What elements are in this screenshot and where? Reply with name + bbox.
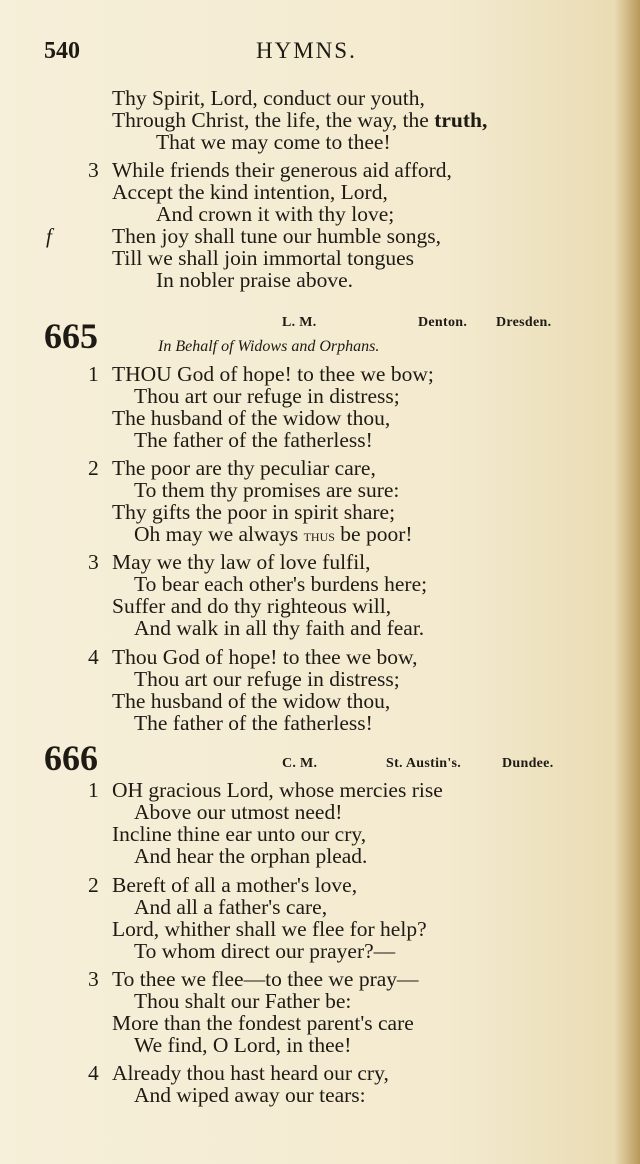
verse-line: Already thou hast heard our cry, (112, 1061, 389, 1085)
hymn-meter: C. M. (282, 756, 318, 771)
verse-line: To them thy promises are sure: (134, 478, 400, 502)
verse-line: The father of the fatherless! (134, 428, 373, 452)
hymn-meter: L. M. (282, 315, 317, 330)
stanza-number: 1 (88, 362, 99, 386)
verse-line: More than the fondest parent's care (112, 1011, 414, 1035)
verse-line: While friends their generous aid afford, (112, 158, 452, 182)
stanza-number: 4 (88, 1061, 99, 1085)
stanza-number: 1 (88, 778, 99, 802)
verse-line: To whom direct our prayer?— (134, 939, 396, 963)
verse-line: Thy Spirit, Lord, conduct our youth, (112, 86, 425, 110)
verse-line: The husband of the widow thou, (112, 406, 391, 430)
verse-line: We find, O Lord, in thee! (134, 1033, 352, 1057)
verse-line: Till we shall join immortal tongues (112, 246, 414, 270)
verse-line: In nobler praise above. (156, 268, 354, 292)
verse-line: That we may come to thee! (156, 130, 391, 154)
verse-line: Incline thine ear unto our cry, (112, 822, 367, 846)
verse-line: Above our utmost need! (134, 800, 343, 824)
verse-line: Suffer and do thy righteous will, (112, 594, 392, 618)
verse-line: And walk in all thy faith and fear. (134, 616, 425, 640)
tune-name: Denton. (418, 315, 468, 330)
verse-line: Thou art our refuge in distress; (134, 384, 400, 408)
stanza-number: 2 (88, 456, 99, 480)
tune-name: Dundee. (502, 756, 554, 771)
tune-name: Dresden. (496, 315, 552, 330)
verse-line: The father of the fatherless! (134, 711, 373, 735)
verse-line: To thee we flee—to thee we pray— (112, 967, 419, 991)
hymn-number: 666 (44, 738, 98, 778)
verse-line: And crown it with thy love; (156, 202, 395, 226)
verse-line: The husband of the widow thou, (112, 689, 391, 713)
verse-line: May we thy law of love fulfil, (112, 550, 371, 574)
stanza-number: 2 (88, 873, 99, 897)
verse-line: Thy gifts the poor in spirit share; (112, 500, 396, 524)
hymn-title: In Behalf of Widows and Orphans. (158, 338, 380, 355)
verse-line: Accept the kind intention, Lord, (112, 180, 388, 204)
hymn-number: 665 (44, 316, 98, 356)
dynamic-mark: f (46, 224, 52, 248)
verse-line: Oh may we always thus be poor! (134, 522, 413, 546)
verse-line: Thou shalt our Father be: (134, 989, 352, 1013)
tune-name: St. Austin's. (386, 756, 462, 771)
verse-line: Thou art our refuge in distress; (134, 667, 400, 691)
verse-line: OH gracious Lord, whose mercies rise (112, 778, 443, 802)
verse-line: The poor are thy peculiar care, (112, 456, 376, 480)
stanza-number: 3 (88, 967, 99, 991)
verse-line: And all a father's care, (134, 895, 328, 919)
stanza-number: 4 (88, 645, 99, 669)
stanza-number: 3 (88, 550, 99, 574)
verse-line: And wiped away our tears: (134, 1083, 366, 1107)
page-number: 540 (44, 38, 80, 64)
verse-line: Thou God of hope! to thee we bow, (112, 645, 418, 669)
verse-line: Bereft of all a mother's love, (112, 873, 358, 897)
small-caps-word: thus (303, 526, 335, 545)
stanza-number: 3 (88, 158, 99, 182)
verse-line: Through Christ, the life, the way, the truth, (112, 108, 488, 132)
verse-line: Lord, whither shall we flee for help? (112, 917, 427, 941)
verse-line: To bear each other's burdens here; (134, 572, 428, 596)
verse-line: And hear the orphan plead. (134, 844, 368, 868)
page-title: HYMNS. (256, 38, 357, 63)
verse-line: THOU God of hope! to thee we bow; (112, 362, 434, 386)
verse-line: Then joy shall tune our humble songs, (112, 224, 442, 248)
